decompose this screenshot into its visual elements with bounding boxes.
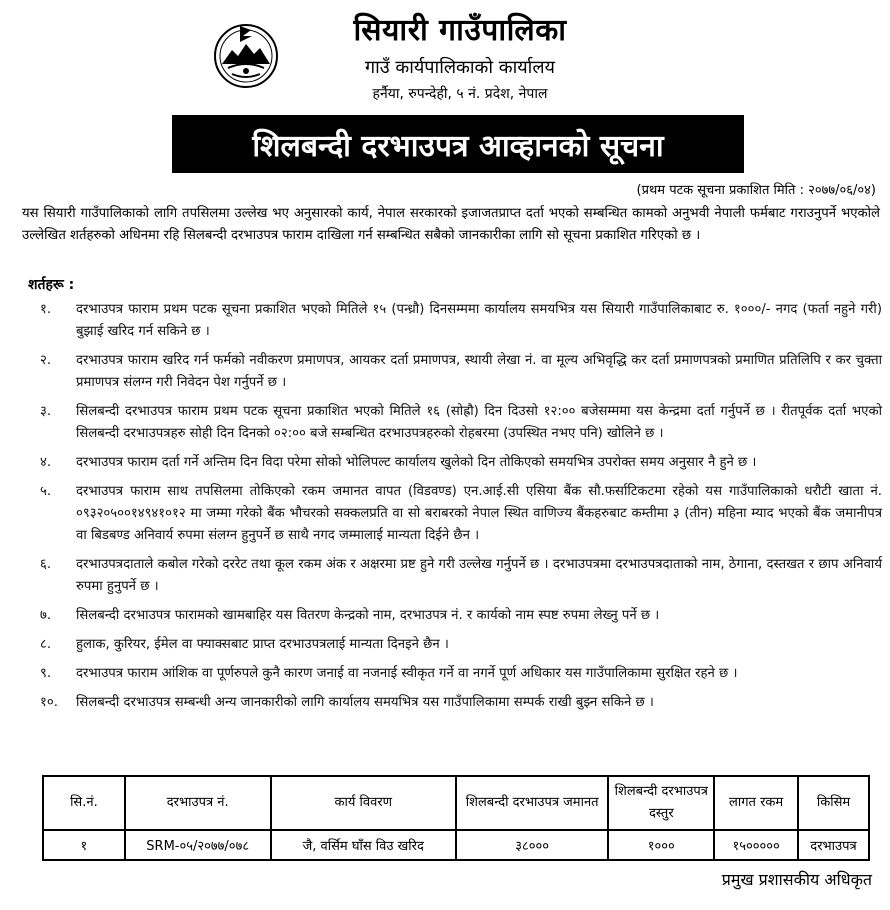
org-address: हर्नैया, रुपन्देही, ५ नं. प्रदेश, नेपाल [372,86,548,102]
term-item [22,401,882,445]
term-item [22,481,882,547]
term-text: दरभाउपत्र फाराम साथ तपसिलमा तोकिएको रकम जमानत वापत (विडवण्ड) एन.आई.सी एसिया बैंक सौ.फर्साटिकटमा रहेको यस गाउँपालिकाको धरौटी खाता नं. ०९३२०५००१४९४१०१२ मा जम्मा गरेको बैंक भौचरको सक्कलप्रति वा सो बराबरको नेपाल स्थित वाणिज्य बैंकहरुबाट कम्तीमा ३ (तीन) महिना म्याद भएको बैंक जमानीपत्र वा बिडबण्ड अनिवार्य रुपमा संलग्न हुनुपर्ने छ साथै नगद जम्मालाई मान्यता दिईने छैन । [76,484,882,543]
term-text: दरभाउपत्र फाराम आंशिक वा पूर्णरुपले कुनै कारण जनाई वा नजनाई स्वीकृत गर्ने वा नगर्ने पूर्ण अधिकार यस गाउँपालिकामा सुरक्षित रहने छ । [76,666,738,681]
term-number: ४. [40,455,52,470]
notice-title: शिलबन्दी दरभाउपत्र आव्हानको सूचना [172,115,744,173]
term-text: दरभाउपत्र फाराम प्रथम पटक सूचना प्रकाशित भएको मितिले १५ (पन्ध्रौ) दिनसम्ममा कार्यालय समयभित्र यस सियारी गाउँपालिकाबाट रु. १०००/- नगद (फर्ता नहुने गरी) बुझाई खरिद गर्न सकिने छ । [76,302,882,339]
col-header-bid-security: शिलबन्दी दरभाउपत्र जमानत [456,776,609,830]
cell-bid-security: ३८००० [456,830,609,860]
term-text: हुलाक, कुरियर, ईमेल वा फ्याक्सबाट प्राप्त दरभाउपत्रलाई मान्यता दिनइने छैन । [76,637,449,652]
term-item [22,350,882,394]
term-number: ३. [40,404,52,419]
term-text: दरभाउपत्र फाराम दर्ता गर्ने अन्तिम दिन विदा परेमा सोको भोलिपल्ट कार्यालय खुलेको दिन तोकिएको समयभित्र उपरोक्त समय अनुसार नै हुने छ । [76,455,757,470]
term-text: सिलबन्दी दरभाउपत्र फारामको खामबाहिर यस वितरण केन्द्रको नाम, दरभाउपत्र नं. र कार्यको नाम स्पष्ट रुपमा लेख्नु पर्ने छ । [76,608,660,623]
col-header-type: किसिम [798,776,869,830]
term-number: ७. [40,608,52,623]
terms-list [22,299,882,721]
signatory: प्रमुख प्रशासकीय अधिकृत [721,870,872,889]
term-item [22,452,882,474]
term-number: ९. [40,666,52,681]
col-header-tender-no: दरभाउपत्र नं. [125,776,271,830]
org-name: सियारी गाउँपालिका [353,13,567,48]
term-number: १०. [40,695,58,710]
terms-heading: शर्तहरू : [28,277,75,293]
term-item [22,605,882,627]
col-header-cost-estimate: लागत रकम [714,776,798,830]
cell-tender-fee: १००० [608,830,714,860]
term-number: ६. [40,557,52,572]
col-header-work-description: कार्य विवरण [271,776,456,830]
term-number: ८. [40,637,52,652]
term-text: दरभाउपत्र फाराम खरिद गर्न फर्मको नवीकरण प्रमाणपत्र, आयकर दर्ता प्रमाणपत्र, स्थायी लेखा नं. वा मूल्य अभिवृद्धि कर दर्ता प्रमाणपत्रको प्रमाणित प्रतिलिपि र कर चुक्ता प्रमाणपत्र संलग्न गरी निवेदन पेश गर्नुपर्ने छ । [76,353,882,390]
cell-tender-no: SRM-०५/२०७७/०७८ [125,830,271,860]
table-row [43,830,869,860]
cell-type: दरभाउपत्र [798,830,869,860]
intro-paragraph: यस सियारी गाउँपालिकाको लागि तपसिलमा उल्लेख भए अनुसारको कार्य, नेपाल सरकारको इजाजतप्राप्त दर्ता भएको सम्बन्धित कामको अनुभवी नेपाली फर्मबाट गराउनुपर्ने भएकोले उल्लेखित शर्तहरुको अधिनमा रहि सिलबन्दी दरभाउपत्र फाराम दाखिला गर्न सम्बन्धित सबैको जानकारीका लागि सो सूचना प्रकाशित गरिएको छ । [22,206,880,243]
term-text: सिलबन्दी दरभाउपत्र सम्बन्धी अन्य जानकारीको लागि कार्यालय समयभित्र यस गाउँपालिकामा सम्पर्क राखी बुझ्न सकिने छ । [76,695,654,710]
term-item [22,554,882,598]
org-office: गाउँ कार्यपालिकाको कार्यालय [365,57,555,78]
col-header-serial: सि.नं. [43,776,125,830]
col-header-tender-fee: शिलबन्दी दरभाउपत्र दस्तुर [608,776,714,830]
nepal-government-emblem-icon [210,20,282,90]
cell-work-description: जै, वर्सिम घाँस विउ खरिद [271,830,456,860]
term-number: १. [40,302,52,317]
cell-cost-estimate: १५००००० [714,830,798,860]
publish-date: (प्रथम पटक सूचना प्रकाशित मिति : २०७७/०६/०४) [636,183,876,198]
term-text: दरभाउपत्रदाताले कबोल गरेको दररेट तथा कूल रकम अंक र अक्षरमा प्रष्ट हुने गरी उल्लेख गर्नुपर्ने छ । दरभाउपत्रमा दरभाउपत्रदाताको नाम, ठेगाना, दस्तखत र छाप अनिवार्य रुपमा हुनुपर्ने छ । [76,557,882,594]
term-item [22,692,882,714]
term-number: २. [40,353,52,368]
term-item [22,663,882,685]
cell-serial: १ [43,830,125,860]
table-header-row [43,776,869,830]
term-item [22,634,882,656]
term-number: ५. [40,484,52,499]
term-item [22,299,882,343]
term-text: सिलबन्दी दरभाउपत्र फाराम प्रथम पटक सूचना प्रकाशित भएको मितिले १६ (सोह्रौ) दिन दिउसो १२:०० बजेसम्ममा यस केन्द्रमा दर्ता गर्नुपर्ने छ । रीतपूर्वक दर्ता भएको सिलबन्दी दरभाउपत्रहरु सोही दिन दिनको ०२:०० बजे सम्बन्धित दरभाउपत्रहरुको रोहबरमा (उपस्थित नभए पनि) खोलिने छ । [76,404,882,441]
tender-table [42,775,870,861]
